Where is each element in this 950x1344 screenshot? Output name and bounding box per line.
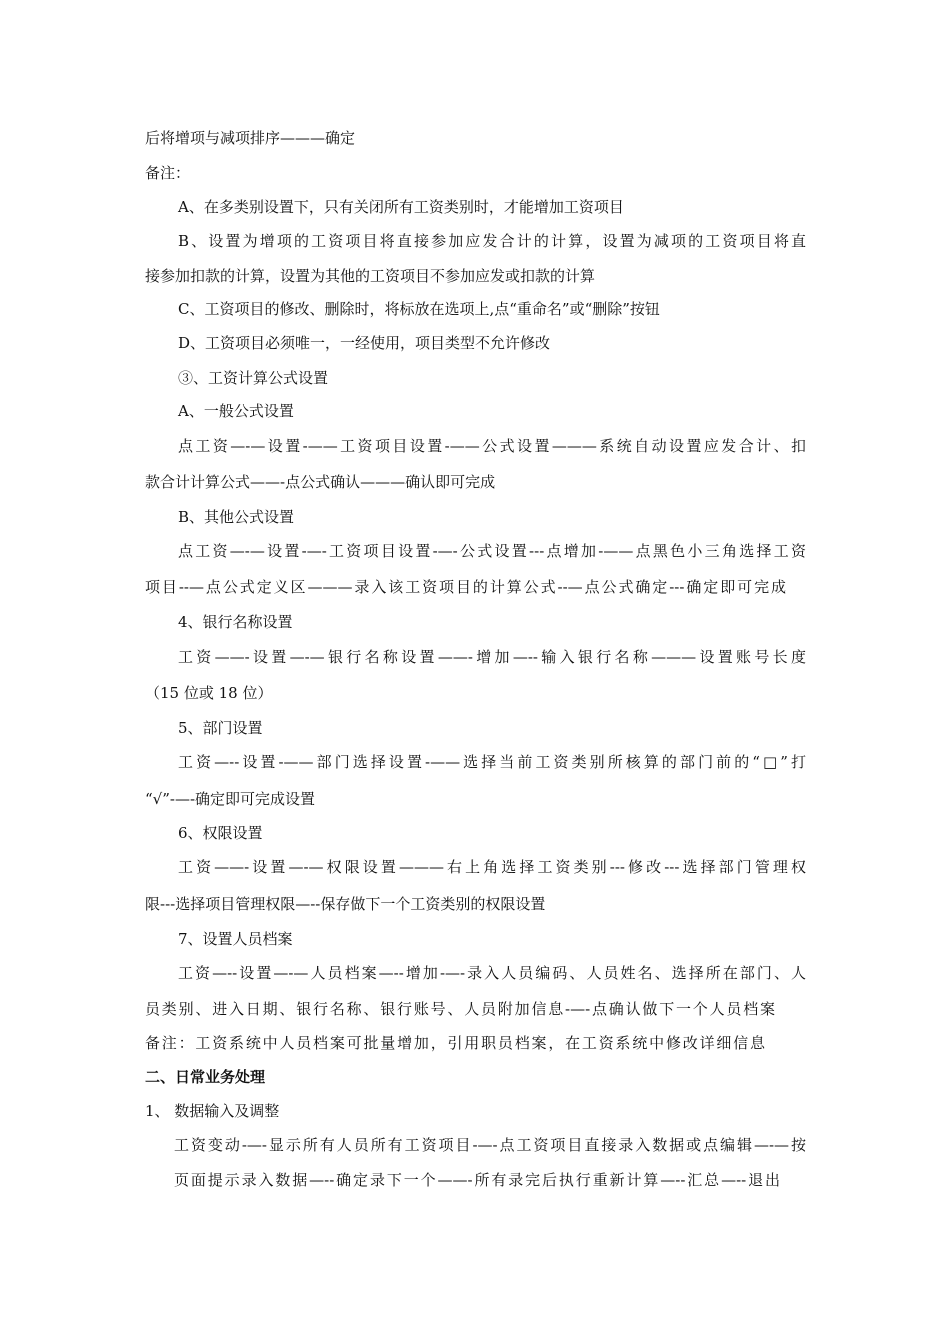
text-line: 工资—--设置-——部门选择设置-——选择当前工资类别所核算的部门前的“□”打 [178,753,806,771]
text-line: A、在多类别设置下，只有关闭所有工资类别时，才能增加工资项目 [178,198,624,216]
text-line: 点工资—-—设置-——工资项目设置-——公式设置———系统自动设置应发合计、扣 [178,437,806,455]
text-line: 工资——-设置—-—银行名称设置——-增加—--输入银行名称———设置账号长度 [178,648,806,666]
section-heading: 4、银行名称设置 [178,613,293,631]
note-heading: 备注： [145,164,191,182]
subsection-heading: B、其他公式设置 [178,508,295,526]
chapter-heading: 二、日常业务处理 [145,1068,266,1086]
text-line: C、工资项目的修改、删除时，将标放在选项上,点“重命名”或“删除”按钮 [178,300,660,318]
text-line: B、设置为增项的工资项目将直接参加应发合计的计算，设置为减项的工资项目将直 [178,232,806,250]
text-line: （15 位或 18 位） [145,684,273,702]
section-heading: 5、部门设置 [178,719,263,737]
text-line: 点工资—-—设置-—-工资项目设置-—-公式设置---点增加-——点黑色小三角选择工资 [178,542,806,560]
text-line: 工资——-设置—-—权限设置———右上角选择工资类别---修改---选择部门管理权 [178,858,806,876]
text-line: 限---选择项目管理权限—--保存做下一个工资类别的权限设置 [145,895,546,913]
section-heading: 6、权限设置 [178,824,263,842]
section-heading: 1、 数据输入及调整 [145,1102,280,1120]
text-line: 页面提示录入数据—--确定录下一个——-所有录完后执行重新计算—--汇总—--退出 [174,1171,780,1189]
text-line: 款合计计算公式——-点公式确认———确认即可完成 [145,473,496,491]
text-line: “√”-—-确定即可完成设置 [145,790,316,808]
text-line: 工资变动-—-显示所有人员所有工资项目-—-点工资项目直接录入数据或点编辑—-—按 [174,1136,806,1154]
text-line: 项目--—点公式定义区———录入该工资项目的计算公式--—点公式确定---确定即可完成 [145,578,786,596]
section-heading: ③、工资计算公式设置 [178,369,329,387]
text-line: 接参加扣款的计算，设置为其他的工资项目不参加应发或扣款的计算 [145,267,596,285]
text-line: 员类别、进入日期、银行名称、银行账号、人员附加信息-—-点确认做下一个人员档案 [145,1000,775,1018]
text-line: D、工资项目必须唯一，一经使用，项目类型不允许修改 [178,334,551,352]
subsection-heading: A、一般公式设置 [178,402,294,420]
note-line: 备注：工资系统中人员档案可批量增加，引用职员档案，在工资系统中修改详细信息 [145,1034,765,1052]
text-line: 后将增项与减项排序———确定 [145,129,356,147]
section-heading: 7、设置人员档案 [178,930,293,948]
text-line: 工资—--设置—-—人员档案—--增加-—-录入人员编码、人员姓名、选择所在部门、人 [178,964,806,982]
